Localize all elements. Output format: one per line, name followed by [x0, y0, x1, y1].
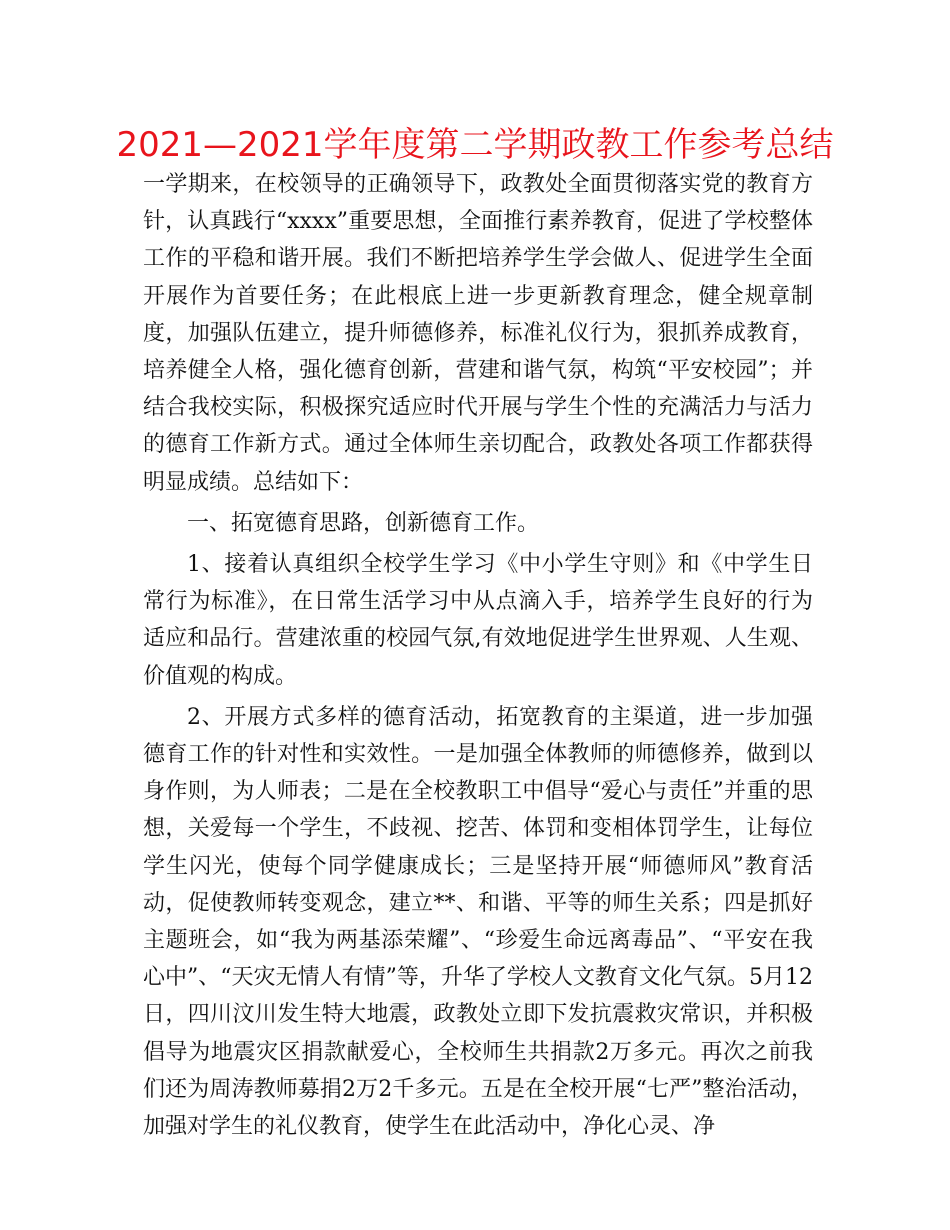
document-body — [143, 166, 813, 1145]
section-heading-1: 一、拓宽德育思路，创新德育工作。 — [187, 510, 540, 536]
paragraph-item-1: 1、接着认真组织全校学生学习《中小学生守则》和《中学生日常行为标准》，在日常生活学习中从点滴入手，培养学生良好的行为适应和品行。营建浓重的校园气氛,有效地促进学生世界观、人生观、价值观的构成。 — [143, 552, 813, 689]
intro-paragraph: 一学期来，在校领导的正确领导下，政教处全面贯彻落实党的教育方针，认真践行“xxxx”重要思想，全面推行素养教育，促进了学校整体工作的平稳和谐开展。我们不断把培养学生学会做人、促进学生全面开展作为首要任务；在此根底上进一步更新教育理念，健全规章制度，加强队伍建立，提升师德修养，标准礼仪行为，狠抓养成教育，培养健全人格，强化德育创新，营建和谐气氛，构筑“平安校园”；并结合我校实际，积极探究适应时代开展与学生个性的充满活力与活力的德育工作新方式。通过全体师生亲切配合，政教处各项工作都获得明显成绩。总结如下： — [143, 172, 813, 495]
paragraph-item-2: 2、开展方式多样的德育活动，拓宽教育的主渠道，进一步加强德育工作的针对性和实效性。一是加强全体教师的师德修养，做到以身作则，为人师表；二是在全校教职工中倡导“爱心与责任”并重的思想，关爱每一个学生，不歧视、挖苦、体罚和变相体罚学生，让每位学生闪光，使每个同学健康成长；三是坚持开展“师德师风”教育活动，促使教师转变观念，建立**、和谐、平等的师生关系；四是抓好主题班会，如“我为两基添荣耀”、“珍爱生命远离毒品”、“平安在我心中”、“天灾无情人有情”等，升华了学校人文教育文化气氛。5月12日，四川汶川发生特大地震，政教处立即下发抗震救灾常识，并积极倡导为地震灾区捐款献爱心，全校师生共捐款2万多元。再次之前我们还为周涛教师募捐2万2千多元。五是在全校开展“七严”整治活动，加强对学生的礼仪教育，使学生在此活动中，净化心灵、净 — [143, 704, 813, 1140]
document-title: 2021—2021学年度第二学期政教工作参考总结 — [116, 125, 834, 165]
